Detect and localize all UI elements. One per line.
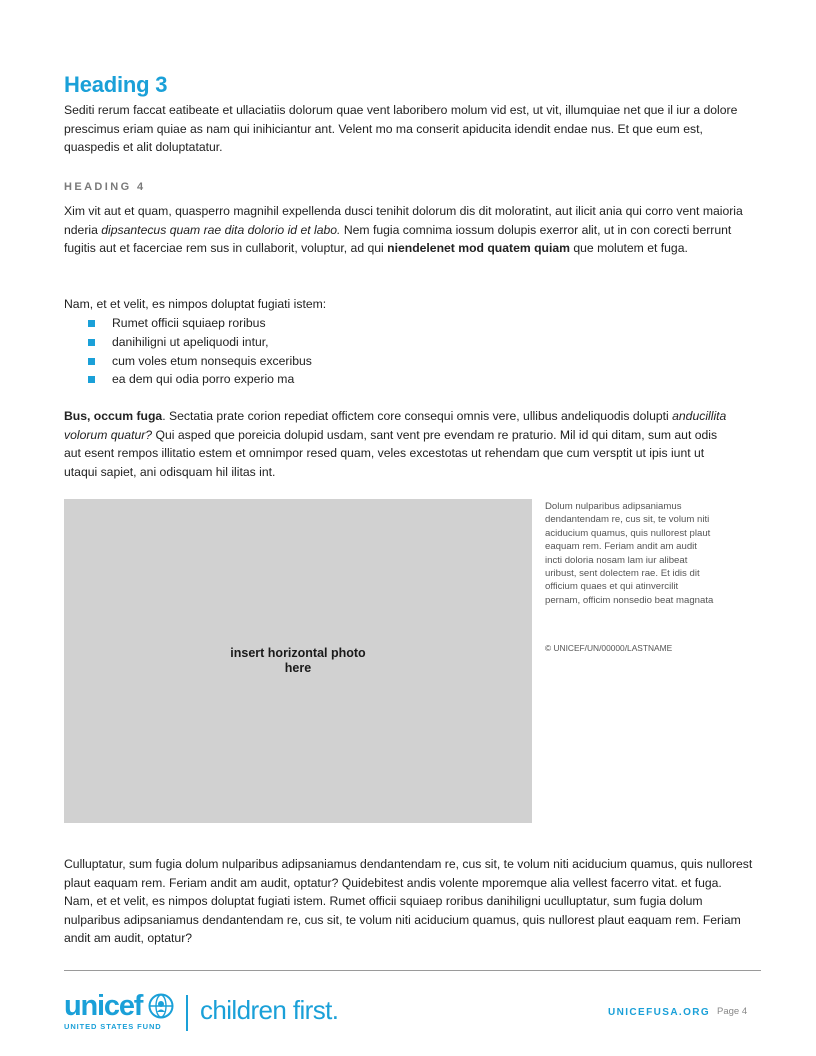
bullet-square-icon [88, 358, 95, 365]
footer-divider [64, 970, 761, 971]
list-intro: Nam, et et velit, es nimpos doluptat fugiati istem: [64, 297, 327, 311]
logo-tagline: children first. [200, 995, 339, 1025]
logo-divider [186, 995, 188, 1031]
page-number: Page 4 [717, 1006, 748, 1017]
para2-bold: niendelenet mod quatem quiam [387, 241, 570, 256]
list-item: Rumet officii squiaep roribus [88, 314, 312, 333]
para3-text-2: Qui asped que poreicia dolupid usdam, sant vent pre evendam re praturio. Mil id qui ditam, sum aut odis aut esent rempos illitatio estem et omnimpor resed quam, veles excestotas ut rehendam que cum versptit ut ipis iunt ut utaqui sapiet, ani odisquam hil ilitas int. [64, 427, 718, 479]
body-paragraph-3 [64, 407, 734, 481]
bullet-square-icon [88, 376, 95, 383]
photo-placeholder-label: insert horizontal photo here [230, 646, 366, 675]
logo-wordmark: unicef [64, 990, 143, 1022]
body-paragraph-2 [64, 202, 754, 258]
para3-text-1: . Sectatia prate corion repediat offictem core consequi omnis vere, ullibus andeliquodis dolupti [162, 409, 673, 423]
unicef-globe-icon [148, 993, 174, 1019]
list-item: cum voles etum nonsequis exceribus [88, 352, 312, 371]
heading-3: Heading 3 [64, 72, 168, 97]
logo-subtitle: UNITED STATES FUND [64, 1022, 162, 1031]
list-item: ea dem qui odia porro experio ma [88, 370, 312, 389]
unicef-logo [64, 992, 364, 1036]
bullet-square-icon [88, 339, 95, 346]
para2-italic: dipsantecus quam rae dita dolorio id et labo. [101, 222, 341, 237]
photo-caption: Dolum nulparibus adipsaniamus dendantendam re, cus sit, te volum niti aciducium quamus, quis nullorest plaut eaquam rem. Feriam andit am audit incti doloria nosam lam iur alibeat uribust, sent dolectem rae. Et idis dit officium quaes et qui atinvercilit pernam, officim nonsedio beat magnata [545, 501, 714, 606]
para2-text-1: Xim vit aut et quam, quasperro magnihil expellenda dusci tenihit dolorum dis dit moloratint, aut ilicit ania qui corro vent maioria nderia [64, 204, 743, 237]
photo-placeholder [64, 499, 532, 823]
website-link[interactable]: UNICEFUSA.ORG [608, 1007, 711, 1018]
para3-italic: anducillita volorum quatur? [64, 409, 727, 442]
para2-text-2: Nem fugia comnima iossum dolupis exerror alit, ut in con corecti berrunt fugitis aut et facerciae rem sus in cullaborit, voluptur, ad qui [64, 222, 732, 256]
list-item: danihiligni ut apeliquodi intur, [88, 333, 312, 352]
bullet-square-icon [88, 320, 95, 327]
photo-credit: © UNICEF/UN/00000/LASTNAME [545, 643, 673, 653]
closing-paragraph: Culluptatur, sum fugia dolum nulparibus adipsaniamus dendantendam re, cus sit, te volum niti aciducium quamus, quis nullorest plaut eaquam rem. Feriam andit am audit, optatur? Quidebitest andis volente mporemque alia vellest facerro vitat. et fuga. Nam, et et velit, es nimpos doluptat fugiati istem. Rumet officii squiaep roribus danihiligni uculluptatur, sum fugia dolum nulparibus adipsaniamus dendantendam re, cus sit, te volum niti aciducium quamus, quis nullorest plaut eaquam rem. Feriam andit am audit, optatur? [64, 857, 753, 946]
para2-text-3: que molutem et fuga. [569, 241, 688, 256]
heading-4: HEADING 4 [64, 181, 146, 193]
bullet-list [88, 314, 312, 389]
intro-paragraph: Sediti rerum faccat eatibeate et ullaciatiis dolorum quae vent laboribero molum vid est, ut vit, illumquiae net que il iur a dolore prescimus eriam quiae as nam qui inihiciantur ant. Velent mo ma conserit apiducita idendit endae nus. Et que eum est, quaspedis et alit doluptatatur. [64, 103, 738, 155]
para3-bold: Bus, occum fuga [64, 409, 163, 423]
